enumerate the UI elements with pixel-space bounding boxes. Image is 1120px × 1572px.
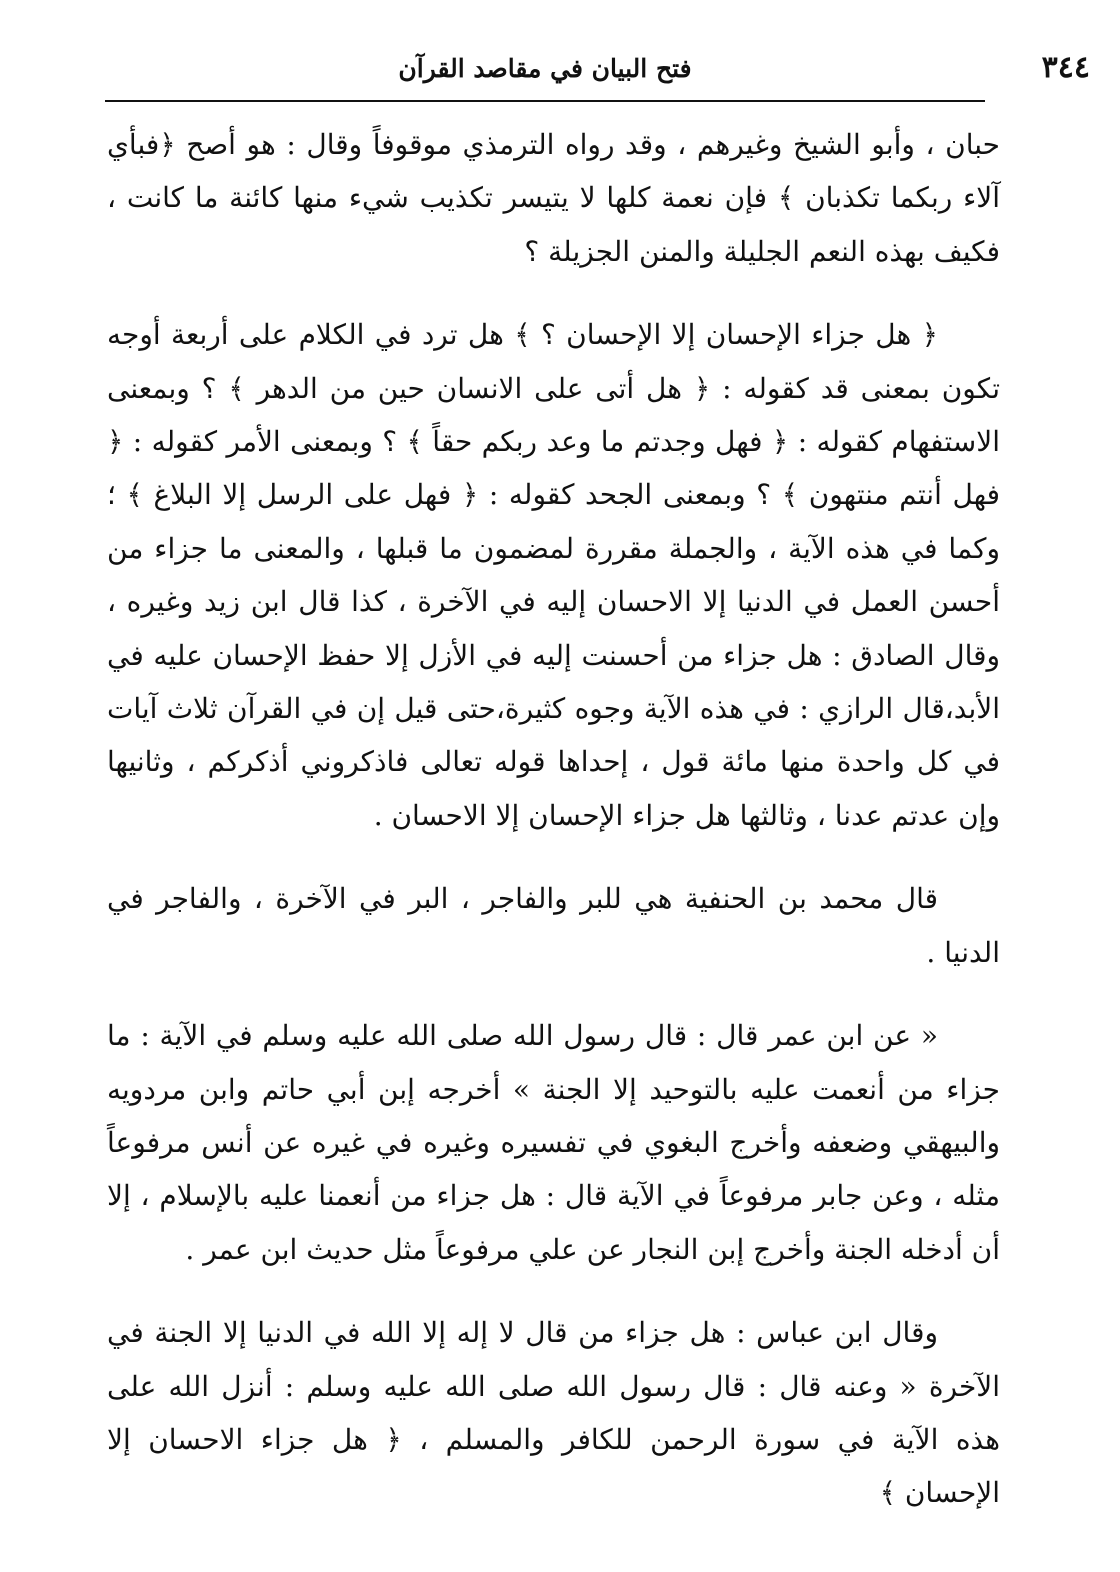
running-title: فتح البيان في مقاصد القرآن: [398, 54, 692, 83]
paragraph-gap: [107, 1276, 1000, 1306]
page-number: ٣٤٤: [1041, 50, 1090, 85]
body-text: [107, 118, 1000, 1520]
paragraph-continuation: حبان ، وأبو الشيخ وغيرهم ، وقد رواه الترمذي موقوفاً وقال : هو أصح ﴿فبأي آلاء ربكما تكذبان ﴾ فإن نعمة كلها لا يتيسر تكذيب شيء منها كائنة ما كانت ، فكيف بهذه النعم الجليلة والمنن الجزيلة ؟: [107, 128, 1000, 268]
paragraph-gap: [107, 842, 1000, 872]
paragraph-gap: [107, 979, 1000, 1009]
paragraph-verse-commentary: ﴿ هل جزاء الإحسان إلا الإحسان ؟ ﴾ هل ترد في الكلام على أربعة أوجه تكون بمعنى قد كقوله : ﴿ هل أتى على الانسان حين من الدهر ﴾ ؟ وبمعنى الاستفهام كقوله : ﴿ فهل وجدتم ما وعد ربكم حقاً ﴾ ؟ وبمعنى الأمر كقوله : ﴿ فهل أنتم منتهون ﴾ ؟ وبمعنى الجحد كقوله : ﴿ فهل على الرسل إلا البلاغ ﴾ ؛ وكما في هذه الآية ، والجملة مقررة لمضمون ما قبلها ، والمعنى ما جزاء من أحسن العمل في الدنيا إلا الاحسان إليه في الآخرة ، كذا قال ابن زيد وغيره ، وقال الصادق : هل جزاء من أحسنت إليه في الأزل إلا حفظ الإحسان عليه في الأبد،قال الرازي : في هذه الآية وجوه كثيرة،حتى قيل إن في القرآن ثلاث آيات في كل واحدة منها مائة قول ، إحداها قوله تعالى فاذكروني أذكركم ، وثانيها وإن عدتم عدنا ، وثالثها هل جزاء الإحسان إلا الاحسان .: [107, 318, 1001, 832]
paragraph-ibn-hanafiyya: قال محمد بن الحنفية هي للبر والفاجر ، البر في الآخرة ، والفاجر في الدنيا .: [107, 882, 1000, 969]
header-rule: [105, 100, 985, 102]
paragraph-gap: [107, 278, 1000, 308]
page-header: [105, 44, 1090, 100]
paragraph-hadith-ibn-umar: « عن ابن عمر قال : قال رسول الله صلى الله عليه وسلم في الآية : ما جزاء من أنعمت عليه بالتوحيد إلا الجنة » أخرجه إبن أبي حاتم وابن مردويه والبيهقي وضعفه وأخرج البغوي في تفسيره وغيره في غيره عن أنس مرفوعاً مثله ، وعن جابر مرفوعاً في الآية قال : هل جزاء من أنعمنا عليه بالإسلام ، إلا أن أدخله الجنة وأخرج إبن النجار عن علي مرفوعاً مثل حديث ابن عمر .: [107, 1019, 1000, 1266]
paragraph-ibn-abbas: وقال ابن عباس : هل جزاء من قال لا إله إلا الله في الدنيا إلا الجنة في الآخرة « وعنه قال : قال رسول الله صلى الله عليه وسلم : أنزل الله على هذه الآية في سورة الرحمن للكافر والمسلم ، ﴿ هل جزاء الاحسان إلا الإحسان ﴾: [107, 1316, 1000, 1510]
